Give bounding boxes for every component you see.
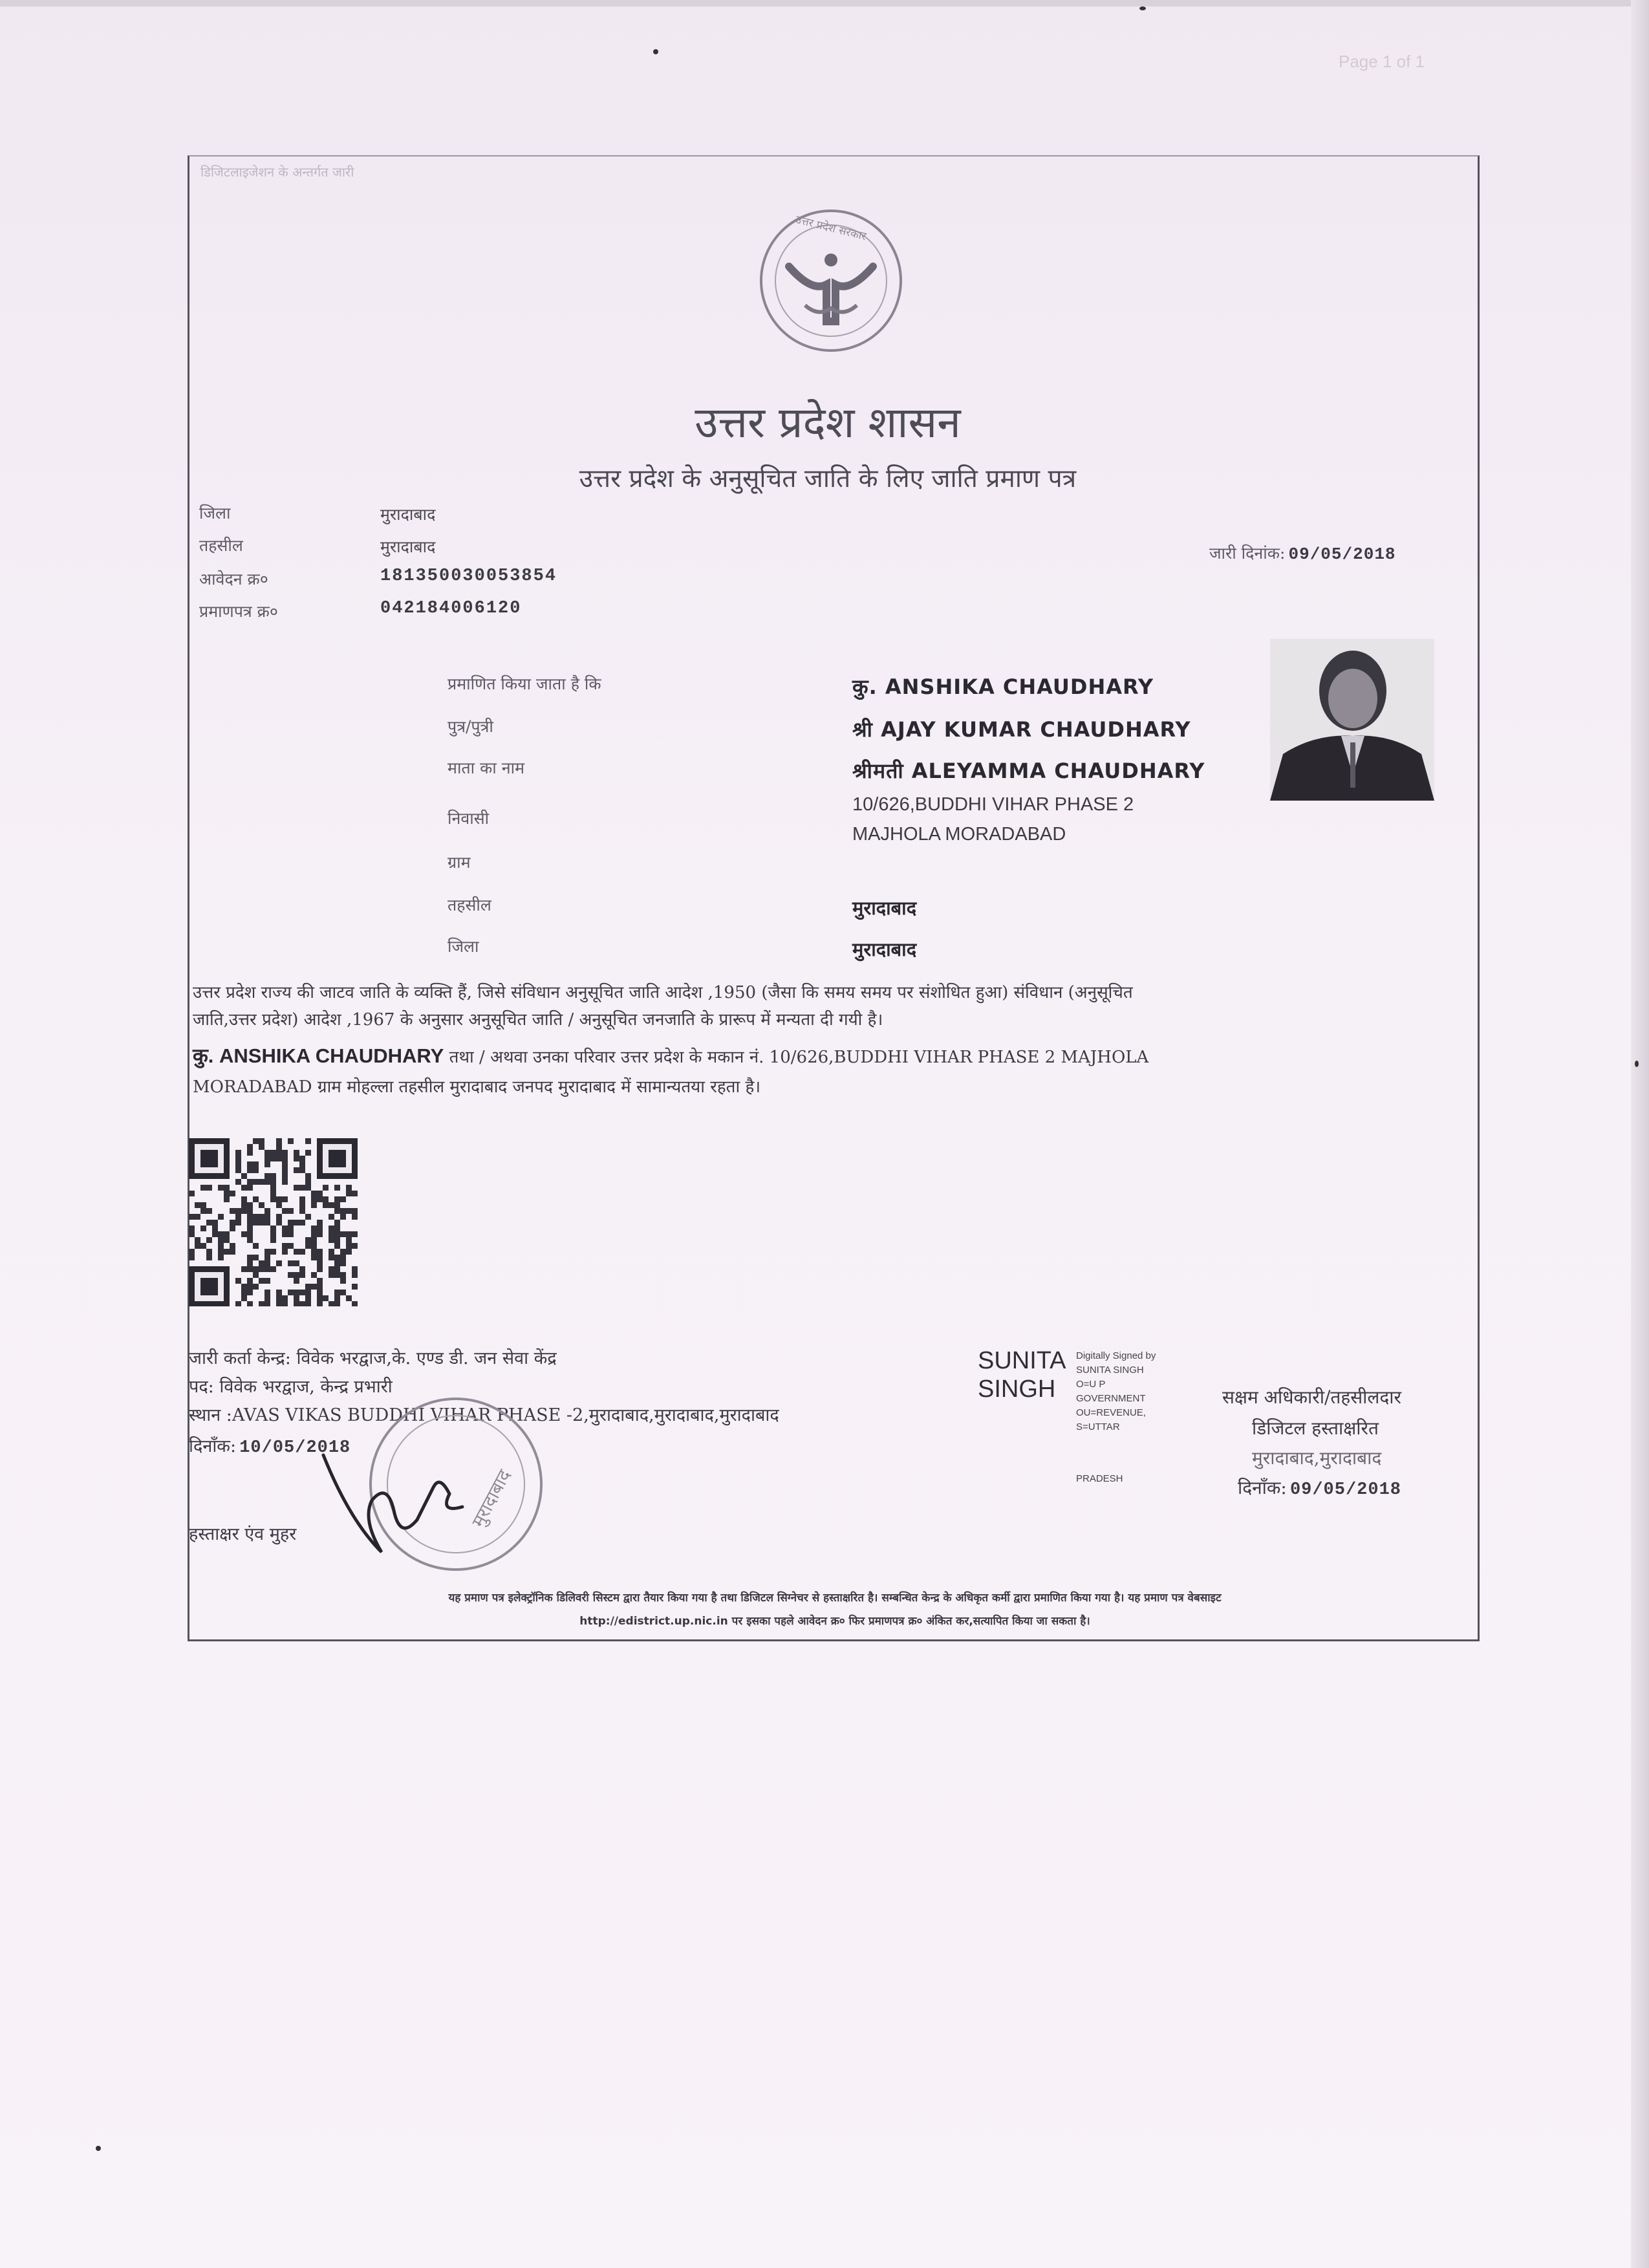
- father-name: श्री AJAY KUMAR CHAUDHARY: [852, 717, 1191, 742]
- meta-value-district: मुरादाबाद: [380, 505, 436, 524]
- issue-date-value: 09/05/2018: [1288, 545, 1396, 564]
- ds-line-last: PRADESH: [1076, 1473, 1123, 1484]
- digital-signer-last: SINGH: [978, 1376, 1056, 1403]
- issuer-date-value: 10/05/2018: [239, 1438, 351, 1458]
- meta-value-certificate-no: 042184006120: [380, 599, 522, 618]
- officer-date-value: 09/05/2018: [1289, 1480, 1401, 1500]
- resident-address-line2: MAJHOLA MORADABAD: [852, 824, 1066, 845]
- speck: [1635, 1061, 1639, 1067]
- issue-date: [1209, 542, 1396, 564]
- meta-value-tehsil: मुरादाबाद: [380, 537, 436, 556]
- detail-label-mother: माता का नाम: [447, 759, 525, 777]
- detail-label-tehsil: तहसील: [447, 896, 491, 914]
- issue-date-label: जारी दिनांक:: [1209, 544, 1286, 563]
- qr-code: [189, 1138, 358, 1306]
- detail-label-son-daughter: पुत्र/पुत्री: [447, 717, 493, 736]
- faint-caption: डिजिटलाइजेशन के अन्तर्गत जारी: [200, 164, 354, 180]
- emblem-caption: उत्तर प्रदेश सरकार: [793, 213, 868, 244]
- detail-label-certified: प्रमाणित किया जाता है कि: [447, 675, 601, 693]
- issuer-center: जारी कर्ता केन्द्र: विवेक भरद्वाज,के. एण्ड डी. जन सेवा केंद्र: [189, 1348, 557, 1368]
- digital-signature-details: [1076, 1349, 1225, 1434]
- document-title: उत्तर प्रदेश शासन: [695, 398, 961, 448]
- resident-address-line1: 10/626,BUDDHI VIHAR PHASE 2: [852, 794, 1134, 815]
- body-line-3: [193, 1042, 1460, 1071]
- issuer-date-label: दिनाँक:: [189, 1436, 237, 1456]
- officer-place: मुरादाबाद,मुरादाबाद: [1252, 1447, 1382, 1469]
- scan-right-edge: [1631, 0, 1649, 2268]
- speck: [96, 2146, 101, 2151]
- speck: [1139, 6, 1146, 10]
- detail-label-village: ग्राम: [447, 853, 471, 872]
- ds-line: OU=REVENUE,: [1076, 1407, 1146, 1418]
- faint-page-number: Page 1 of 1: [1339, 52, 1425, 71]
- body-line-4: MORADABAD ग्राम मोहल्ला तहसील मुरादाबाद जनपद मुरादाबाद में सामान्यतया रहता है।: [193, 1077, 761, 1097]
- ds-line: O=U P: [1076, 1379, 1106, 1390]
- applicant-photo: [1270, 639, 1434, 801]
- issuer-post: पद: विवेक भरद्वाज, केन्द्र प्रभारी: [189, 1377, 393, 1397]
- handwritten-signature: [310, 1442, 479, 1571]
- meta-label-tehsil: तहसील: [199, 536, 243, 555]
- issuer-place: स्थान :AVAS VIKAS BUDDHI VIHAR PHASE -2,मुरादाबाद,मुरादाबाद,मुरादाबाद: [189, 1405, 779, 1425]
- ds-line: GOVERNMENT: [1076, 1393, 1146, 1404]
- mother-name: श्रीमती ALEYAMMA CHAUDHARY: [852, 759, 1205, 783]
- document-subtitle: उत्तर प्रदेश के अनुसूचित जाति के लिए जाति प्रमाण पत्र: [579, 464, 1077, 493]
- applicant-name: कु. ANSHIKA CHAUDHARY: [852, 675, 1154, 699]
- detail-label-district: जिला: [447, 937, 479, 956]
- detail-value-tehsil: मुरादाबाद: [852, 897, 917, 919]
- signature-seal-label: हस्ताक्षर एंव मुहर: [189, 1524, 297, 1544]
- footer-line-2: http://edistrict.up.nic.in पर इसका पहले आवेदन क्र० फिर प्रमाणपत्र क्र० अंकित कर,सत्यापित किया जा सकता है।: [579, 1615, 1090, 1628]
- meta-label-application-no: आवेदन क्र०: [199, 570, 268, 589]
- ds-line: Digitally Signed by: [1076, 1350, 1156, 1361]
- officer-subtitle: डिजिटल हस्ताक्षरित: [1252, 1418, 1379, 1439]
- footer-line-1: यह प्रमाण पत्र इलेक्ट्रॉनिक डिलिवरी सिस्टम द्वारा तैयार किया गया है तथा डिजिटल सिग्नेचर से हस्ताक्षरित है। सम्बन्धित केन्द्र के अधिकृत कर्मी द्वारा प्रमाणित किया गया है। यह प्रमाण पत्र वेबसाइट: [448, 1592, 1222, 1604]
- detail-value-district: मुरादाबाद: [852, 938, 917, 960]
- meta-label-certificate-no: प्रमाणपत्र क्र०: [199, 602, 278, 621]
- seal-text: मुरादाबाद: [467, 1465, 515, 1531]
- scan-top-edge: [0, 0, 1649, 6]
- body-line-2: जाति,उत्तर प्रदेश) आदेश ,1967 के अनुसार अनुसूचित जाति / अनुसूचित जनजाति के प्रारूप में मन्यता दी गयी है।: [193, 1010, 883, 1030]
- speck: [653, 49, 658, 54]
- detail-label-resident: निवासी: [447, 809, 490, 828]
- digital-signer-name: [978, 1346, 1066, 1403]
- ds-line: SUNITA SINGH: [1076, 1365, 1144, 1376]
- officer-date: [1238, 1474, 1401, 1502]
- body-line-3-rest: तथा / अथवा उनका परिवार उत्तर प्रदेश के मकान नं. 10/626,BUDDHI VIHAR PHASE 2 MAJHOLA: [449, 1048, 1149, 1067]
- body-line-1: उत्तर प्रदेश राज्य की जाटव जाति के व्यक्ति हैं, जिसे संविधान अनुसूचित जाति आदेश ,1950 (जैसा कि समय समय पर संशोधित हुआ) संविधान (अनुसूचित: [193, 983, 1133, 1002]
- digital-signer-first: SUNITA: [978, 1347, 1066, 1374]
- meta-value-application-no: 181350030053854: [380, 567, 557, 586]
- officer-title: सक्षम अधिकारी/तहसीलदार: [1222, 1387, 1401, 1408]
- body-applicant-name: कु. ANSHIKA CHAUDHARY: [193, 1044, 444, 1067]
- meta-label-district: जिला: [199, 504, 231, 523]
- ds-line: S=UTTAR: [1076, 1421, 1120, 1432]
- officer-date-label: दिनाँक:: [1238, 1477, 1287, 1498]
